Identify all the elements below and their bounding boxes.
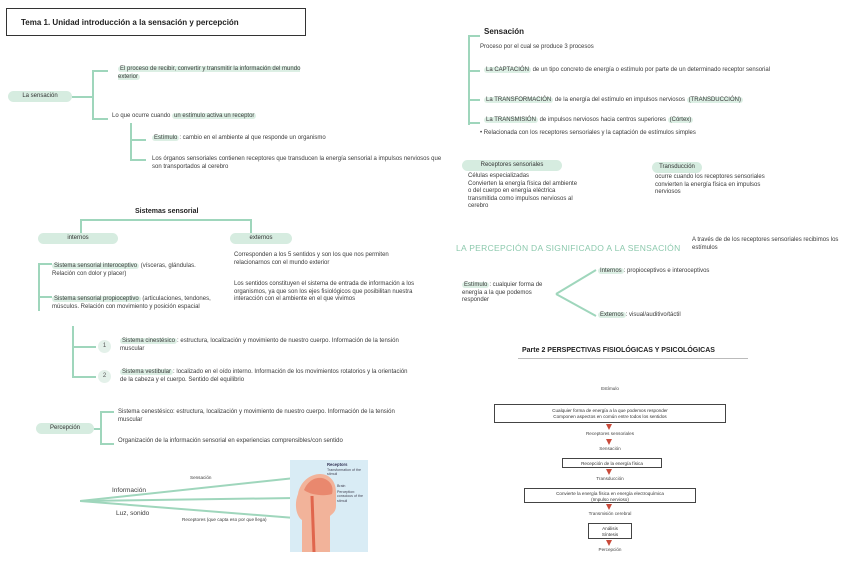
right-bracket <box>468 70 480 72</box>
percepcion-label: Percepción <box>49 425 81 431</box>
sub-bracket <box>130 123 132 161</box>
page-title: Tema 1. Unidad introducción a la sensación y percepción <box>21 18 239 27</box>
figure-receptors-label: Receptors <box>327 462 348 467</box>
externos-item <box>598 312 758 320</box>
internos-label: internos <box>67 235 89 241</box>
sensacion-pill <box>8 91 72 102</box>
receptores-line: transmitida como impulsos nerviosos al <box>468 195 573 202</box>
perc-bracket <box>100 411 102 445</box>
title-box <box>6 8 306 36</box>
vestibular-text: : localizado en el oído interno. Información de los movimientos rotatorios y la orientación de la cabeza y el cuerpo. Sentido del equilibrio <box>120 369 408 383</box>
captacion-text: de un tipo concreto de energía o estímulo por parte de un determinado receptor sensorial <box>530 67 771 73</box>
flow-box-energia <box>494 404 726 423</box>
receptores-small-label: Receptores (que capta eso por que llega) <box>182 517 267 522</box>
flow-box-analisis <box>588 523 632 539</box>
percepcion-point-1 <box>118 409 398 424</box>
flow-box-1-line-2: Componen aspectos en común entre todos los sentidos <box>553 414 667 419</box>
estimulo-text-right: : cualquier forma de energía a la que podemos responder <box>462 282 543 303</box>
flow-receptores: Receptores sensoriales <box>585 431 634 436</box>
internos-text: : propioceptivos e interoceptivos <box>623 268 710 274</box>
percepcion-point-1-text: Sistema cenestésico: estructura, localización y movimiento de nuestro cuerpo. Información de la tensión muscular <box>118 409 395 423</box>
transduccion-title: Transducción <box>659 164 695 170</box>
ocurre-text <box>112 113 342 121</box>
flow-box-4-line-1: Análisis <box>602 526 618 531</box>
organos-text <box>152 156 442 171</box>
percepcion-pill <box>36 423 94 434</box>
percepcion-point-2 <box>118 438 418 446</box>
tree-right <box>250 219 252 233</box>
internos-bracket <box>38 296 52 298</box>
ocurre-highlight: un estímulo activa un receptor <box>174 113 255 119</box>
sensacion-small-label: Sensación <box>190 475 212 480</box>
parte2-underline <box>518 358 748 359</box>
sensacion-definition <box>118 66 318 81</box>
estimulo-text: : cambio en el ambiente al que responde un organismo <box>179 135 326 141</box>
right-bracket <box>468 35 470 125</box>
right-bracket <box>468 35 480 37</box>
receptores-line: Convierten la energía física del ambiente <box>468 180 578 187</box>
flow-sensacion: Sensación <box>599 446 621 451</box>
vestibular-term: Sistema vestibular <box>122 369 172 375</box>
cinestesico-text: : estructura, localización y movimiento de nuestro cuerpo. Información de la tensión muscular <box>120 338 399 352</box>
externos-text: : visual/auditivo/táctil <box>625 312 681 318</box>
tree-left <box>80 219 82 233</box>
transformacion-text: de la energía del estímulo en impulsos nerviosos <box>553 97 687 103</box>
internos-term: Internos <box>600 268 622 274</box>
bracket-line <box>92 70 108 72</box>
internos-bracket <box>38 263 52 265</box>
num-bracket <box>72 346 96 348</box>
flow-arrow <box>606 469 612 475</box>
externos-term: Externos <box>600 312 624 318</box>
organos-span: Los órganos sensoriales contienen receptores que transducen la energía sensorial a impulsos nerviosos que son transportados al cerebro <box>152 156 442 170</box>
estimulo-def <box>152 135 412 143</box>
percepcion-heading: LA PERCEPCIÓN DA SIGNIFICADO A LA SENSACIÓN <box>456 243 681 253</box>
estimulo-term-right: Estímulo <box>464 282 488 288</box>
propioceptivo-text: (articulaciones, tendones, músculos. Relación con movimiento y posición espacial <box>52 296 211 310</box>
sensacion-title: Sensación <box>484 27 525 36</box>
transmision <box>484 117 824 125</box>
flow-transduccion: Transducción <box>596 476 624 481</box>
interoceptivo-text: (vísceras, glándulas. Relación con dolor y placer) <box>52 263 196 277</box>
cinestesico-term: Sistema cinestésico <box>122 338 176 344</box>
externos-label: externos <box>249 235 273 241</box>
perc-bracket <box>94 428 100 430</box>
transmision-text: de impulsos nerviosos hacia centros superiores <box>537 117 668 123</box>
transformacion <box>484 97 824 105</box>
interoceptivo-term: Sistema sensorial interoceptivo <box>54 263 138 269</box>
bracket-line <box>92 118 108 120</box>
flow-box-3-line-1: Convierte la energía física en energía electroquímica <box>556 491 664 496</box>
sub-bracket <box>130 159 146 161</box>
receptores-pill <box>462 160 562 171</box>
tree-top <box>80 219 250 221</box>
transduccion-tag: (TRANSDUCCIÓN) <box>688 97 741 103</box>
flow-box-3-line-2: (Impulso nervioso) <box>591 497 629 502</box>
externos-point-1 <box>234 252 424 267</box>
figure-caption: Transformation of the stimuli <box>327 468 362 477</box>
ocurre-prefix: Lo que ocurre cuando <box>112 113 173 119</box>
transduccion-pill <box>652 162 702 173</box>
proceso-text: Proceso por el cual se produce 3 procesos <box>480 44 594 50</box>
propioceptivo-term: Sistema sensorial propioceptivo <box>54 296 139 302</box>
sub-bracket <box>130 139 146 141</box>
flow-transmision: Transmisión cerebral <box>588 511 632 516</box>
definition-text: El proceso de recibir, convertir y transmitir la información del mundo exterior <box>118 66 301 80</box>
perc-bracket <box>100 443 114 445</box>
internos-bracket <box>38 263 40 311</box>
cinestesico <box>120 338 410 353</box>
flow-box-recepcion <box>562 458 662 468</box>
flow-box-convierte <box>524 488 696 503</box>
right-bracket <box>468 122 480 124</box>
number-badge-1: 1 <box>98 340 111 353</box>
flow-box-4-line-2: Síntesis <box>601 532 619 537</box>
externos-pill <box>230 233 292 244</box>
flow-box-1-line-1: Cualquier forma de energía a la que podemos responder <box>552 408 668 413</box>
receptores-line: o del cuerpo en energía eléctrica <box>468 188 556 194</box>
informacion-label: Información <box>112 487 146 494</box>
captacion <box>484 67 814 75</box>
transduccion-line: nerviosos <box>655 189 681 195</box>
sistemas-title: Sistemas sensorial <box>135 208 199 215</box>
figure-perception-label: Perception: conscious of the stimuli <box>337 490 363 503</box>
transmision-term: La TRANSMISIÓN <box>486 117 536 123</box>
flow-box-2-text: Recepción de la energía física <box>581 461 643 466</box>
estimulo-term: Estímulo <box>154 135 178 141</box>
cortex-tag: (Córtex) <box>669 117 692 123</box>
num-bracket <box>72 326 74 378</box>
luz-sonido-label: Luz, sonido <box>116 510 150 517</box>
estimulo-box <box>462 282 550 305</box>
percepcion-point-2-text: Organización de la información sensorial en experiencias comprensibles/con sentido <box>118 438 343 444</box>
head-figure <box>290 460 368 552</box>
transduccion-line: ocurre cuando los receptores sensoriales <box>655 174 765 180</box>
propioceptivo <box>52 296 227 311</box>
externos-point-1-text: Corresponden a los 5 sentidos y son los que nos permiten relacionarnos con el mundo exterior <box>234 252 389 266</box>
flow-percepcion: Percepción <box>598 547 622 552</box>
flow-arrow <box>606 540 612 546</box>
receptores-line: cerebro <box>468 203 489 209</box>
receptores-list <box>468 173 628 211</box>
bracket-vertical <box>92 70 94 120</box>
externos-point-2 <box>234 281 424 304</box>
parte2-title: Parte 2 PERSPECTIVAS FISIOLÓGICAS Y PSICOLÓGICAS <box>522 347 715 354</box>
perc-bracket <box>100 411 114 413</box>
flow-estimulo: Estímulo <box>601 386 619 391</box>
receptores-bullet: • Relacionada con los receptores sensoriales y la captación de estímulos simples <box>480 130 696 136</box>
right-bracket <box>468 99 480 101</box>
estimulo-branches <box>552 266 602 320</box>
number-badge-2: 2 <box>98 370 111 383</box>
flow-arrow <box>606 439 612 445</box>
internos-pill <box>38 233 118 244</box>
bracket-line <box>72 96 92 98</box>
receptores-line: Células especializadas <box>468 173 530 179</box>
transformacion-term: La TRANSFORMACIÓN <box>486 97 552 103</box>
vestibular <box>120 369 410 384</box>
receptores-title: Receptores sensoriales <box>480 162 544 168</box>
flow-arrow <box>606 504 612 510</box>
transduccion-list <box>655 174 825 197</box>
flow-arrow <box>606 424 612 430</box>
internos-item <box>598 268 758 276</box>
sensacion-label: La sensación <box>22 93 58 99</box>
captacion-term: La CAPTACIÓN <box>486 67 529 73</box>
externos-point-2-text: Los sentidos constituyen el sistema de entrada de información a los organismos, ya que son los ejes fisiológicos que posibilitan nuestra interacción con el ambiente en el que vivimos <box>234 281 415 302</box>
percepcion-side-note: A través de de los receptores sensoriales recibimos los estímulos <box>692 237 839 251</box>
transduccion-line: convierten la energía física en impulsos <box>655 181 761 188</box>
figure-brain-label: Brain <box>337 484 346 488</box>
interoceptivo <box>52 263 212 278</box>
num-bracket <box>72 376 96 378</box>
